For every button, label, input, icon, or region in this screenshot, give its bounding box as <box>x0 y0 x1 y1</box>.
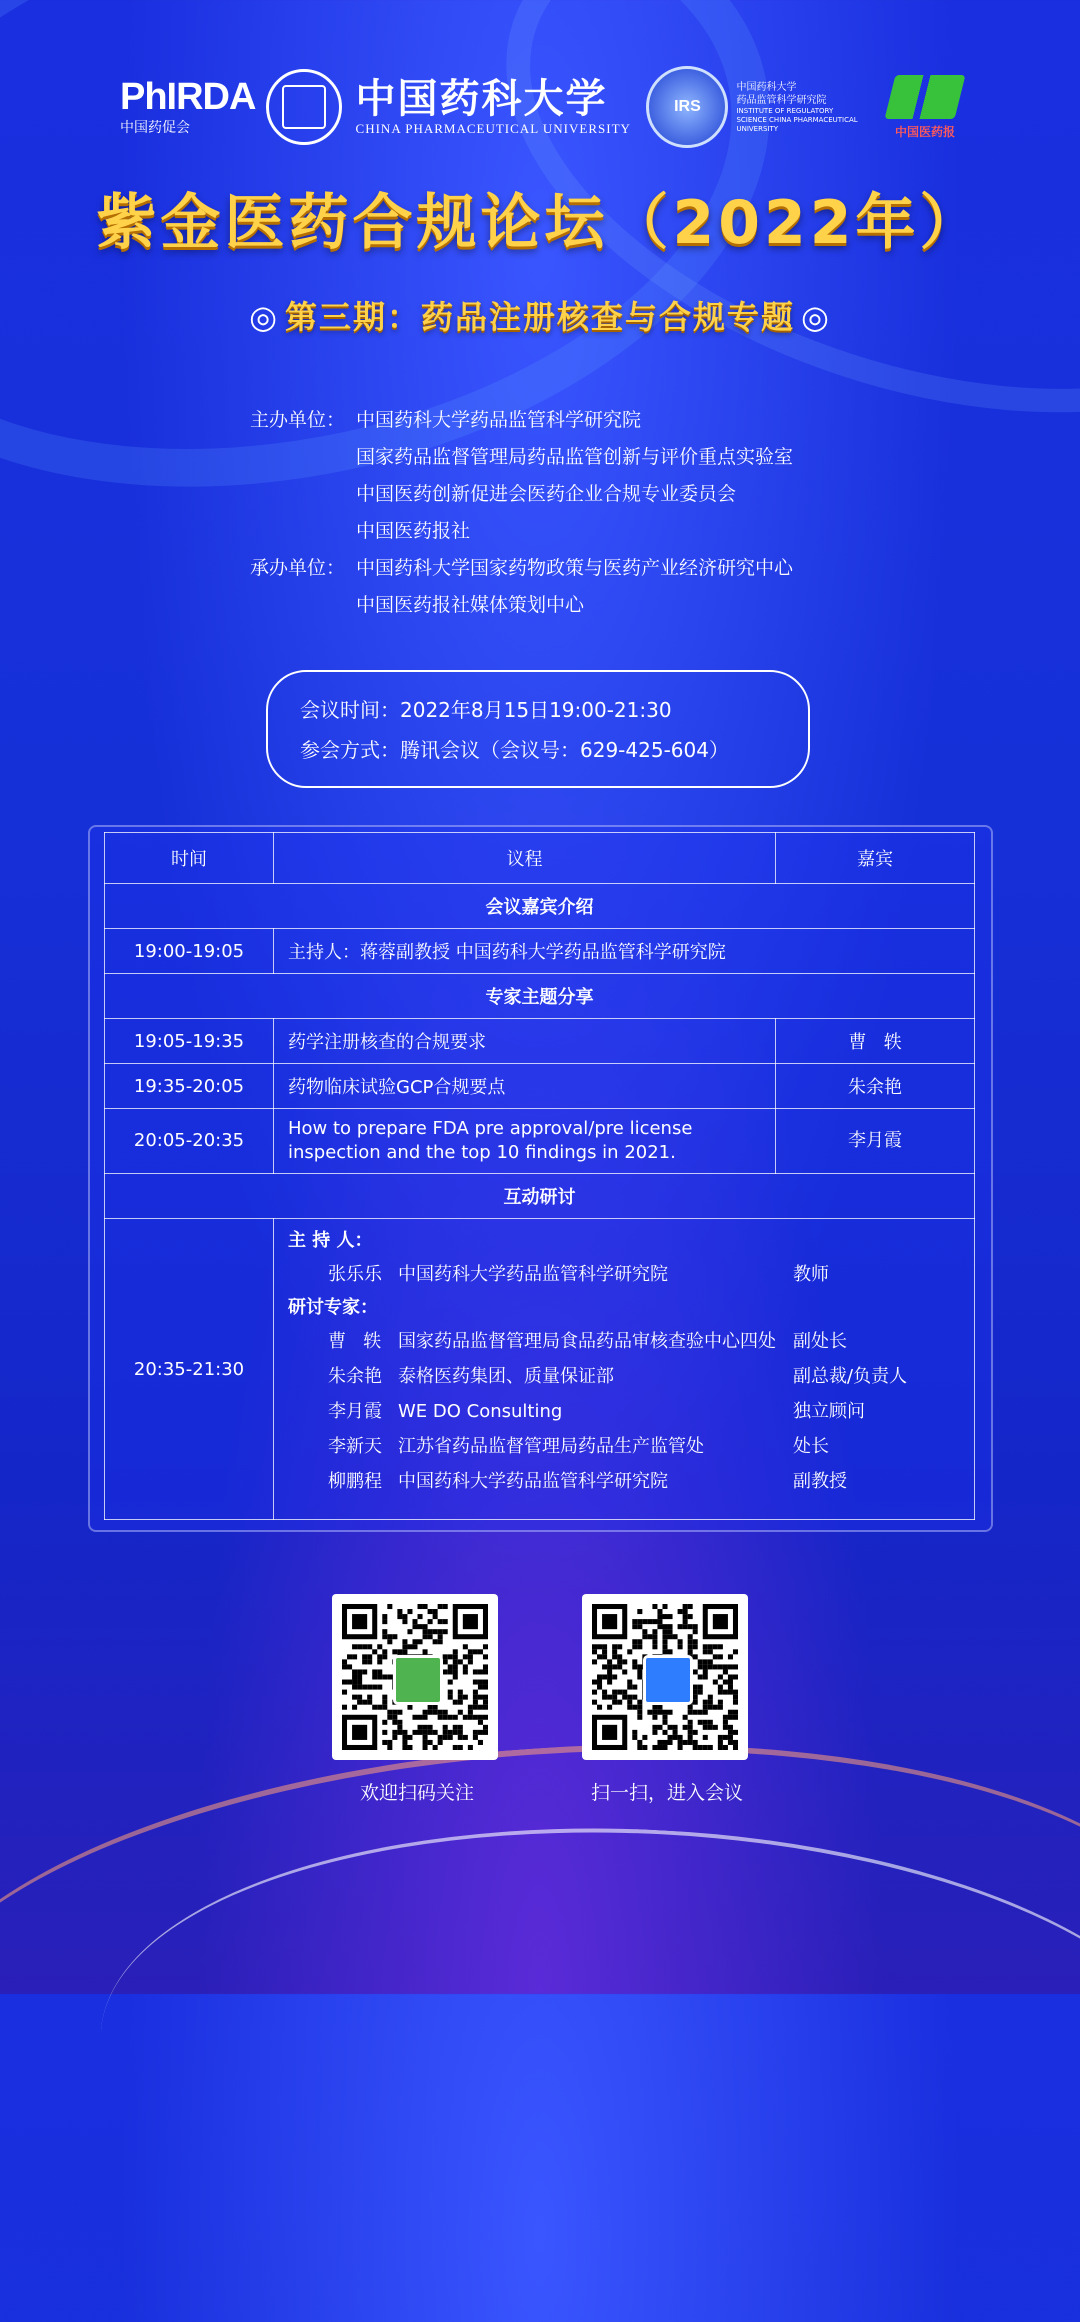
person-name: 曹 轶 <box>328 1331 382 1352</box>
person-name: 张乐乐 <box>328 1264 382 1285</box>
page-title: 紫金医药合规论坛（2022年） <box>96 188 984 258</box>
header-agenda: 议程 <box>274 833 776 884</box>
person-role: 副总裁/负责人 <box>793 1366 908 1387</box>
table-row <box>105 1219 975 1520</box>
host-org: 国家药品监督管理局药品监管创新与评价重点实验室 <box>356 446 794 468</box>
moderator-label: 主 持 人： <box>288 1230 373 1251</box>
qr-caption-follow: 欢迎扫码关注 <box>359 1782 474 1804</box>
newspaper-name: 中国医药报 <box>894 124 955 139</box>
qr-code-meeting[interactable] <box>582 1594 748 1760</box>
co-organizer-label: 承办单位： <box>250 557 346 579</box>
page-subtitle: 第三期：药品注册核查与合规专题 <box>284 298 795 336</box>
newspaper-logo <box>880 75 970 140</box>
row-guest: 李月霞 <box>776 1109 975 1174</box>
subtitle-row <box>0 292 1080 338</box>
cpu-name-cn: 中国药科大学 <box>355 75 608 122</box>
row-topic: 药学注册核查的合规要求 <box>274 1019 776 1064</box>
irs-text-line: INSTITUTE OF REGULATORY SCIENCE CHINA PHARMACEUTICAL UNIVERSITY <box>736 106 858 133</box>
section-title: 互动研讨 <box>105 1174 975 1219</box>
list-item <box>288 1394 960 1429</box>
newspaper-mark-icon <box>885 75 966 119</box>
table-row <box>105 929 975 974</box>
logo-bar <box>120 62 970 152</box>
person-name: 朱余艳 <box>328 1366 382 1387</box>
section-title: 会议嘉宾介绍 <box>105 884 975 929</box>
person-role: 副处长 <box>793 1331 847 1352</box>
qr-caption-meeting: 扫一扫，进入会议 <box>590 1782 743 1804</box>
phirda-logo <box>120 76 256 137</box>
irs-logo <box>646 66 864 148</box>
section-row <box>105 884 975 929</box>
table-row <box>105 1109 975 1174</box>
section-row <box>105 974 975 1019</box>
qr-meeting <box>582 1594 752 1805</box>
bullseye-icon: ◎ <box>801 298 831 336</box>
header-guest: 嘉宾 <box>776 833 975 884</box>
person-org: 江苏省药品监督管理局药品生产监管处 <box>398 1436 704 1457</box>
row-time: 20:35-21:30 <box>105 1219 274 1520</box>
person-org: WE DO Consulting <box>398 1401 563 1422</box>
table-row <box>105 1019 975 1064</box>
person-role: 教师 <box>793 1264 829 1285</box>
cpu-seal-icon <box>266 69 342 145</box>
co-organizer: 中国医药报社媒体策划中心 <box>356 594 585 616</box>
qr-follow <box>332 1594 502 1805</box>
tencent-meeting-icon <box>643 1655 693 1705</box>
table-header-row <box>105 833 975 884</box>
agenda-table <box>104 832 975 1520</box>
irs-text-line: 药品监管科学研究院 <box>736 94 827 106</box>
phirda-logo-text: PhIRDA <box>120 76 256 118</box>
row-time: 19:00-19:05 <box>105 929 274 974</box>
phirda-logo-subtext: 中国药促会 <box>120 120 190 136</box>
table-row <box>105 1064 975 1109</box>
row-time: 20:05-20:35 <box>105 1109 274 1174</box>
host-org: 中国药科大学药品监管科学研究院 <box>356 409 642 431</box>
person-role: 独立顾问 <box>793 1401 865 1422</box>
section-row <box>105 1174 975 1219</box>
row-topic: 主持人：蒋蓉副教授 中国药科大学药品监管科学研究院 <box>274 929 975 974</box>
newspaper-logo-icon <box>393 1655 443 1705</box>
discussion-cell <box>274 1219 975 1520</box>
person-name: 李月霞 <box>328 1401 382 1422</box>
row-guest: 朱余艳 <box>776 1064 975 1109</box>
row-guest: 曹 轶 <box>776 1019 975 1064</box>
meeting-method: 参会方式：腾讯会议（会议号：629-425-604） <box>300 738 729 762</box>
host-org: 中国医药报社 <box>356 520 471 542</box>
row-time: 19:35-20:05 <box>105 1064 274 1109</box>
bg-light-streak <box>0 1703 1080 2298</box>
person-name: 李新天 <box>328 1436 382 1457</box>
row-topic: How to prepare FDA pre approval/pre license inspection and the top 10 findings in 2021. <box>274 1109 776 1174</box>
person-name: 柳鹏程 <box>328 1471 382 1492</box>
cpu-name-en: CHINA PHARMACEUTICAL UNIVERSITY <box>355 121 631 136</box>
person-role: 处长 <box>793 1436 829 1457</box>
irs-badge-icon: IRS <box>646 66 728 148</box>
experts-label: 研讨专家： <box>288 1297 378 1318</box>
list-item <box>288 1464 960 1499</box>
irs-text-line: 中国药科大学 <box>736 81 797 93</box>
list-item <box>288 1429 960 1464</box>
row-topic: 药物临床试验GCP合规要点 <box>274 1064 776 1109</box>
list-item <box>288 1359 960 1394</box>
list-item <box>288 1324 960 1359</box>
section-title: 专家主题分享 <box>105 974 975 1019</box>
host-label: 主办单位： <box>250 409 346 431</box>
cpu-logo <box>266 69 631 145</box>
person-org: 中国药科大学药品监管科学研究院 <box>398 1471 668 1492</box>
person-org: 泰格医药集团、质量保证部 <box>398 1366 614 1387</box>
organizers <box>250 402 890 624</box>
bullseye-icon: ◎ <box>249 298 279 336</box>
meeting-time: 会议时间：2022年8月15日19:00-21:30 <box>300 698 672 722</box>
meeting-info-box <box>266 670 810 788</box>
person-role: 副教授 <box>793 1471 847 1492</box>
qr-code-follow[interactable] <box>332 1594 498 1760</box>
header-time: 时间 <box>105 833 274 884</box>
co-organizer: 中国药科大学国家药物政策与医药产业经济研究中心 <box>356 557 794 579</box>
person-org: 国家药品监督管理局食品药品审核查验中心四处 <box>398 1331 776 1352</box>
bg-light-streak <box>89 1802 1080 2322</box>
row-time: 19:05-19:35 <box>105 1019 274 1064</box>
list-item <box>288 1257 960 1292</box>
host-org: 中国医药创新促进会医药企业合规专业委员会 <box>356 483 737 505</box>
person-org: 中国药科大学药品监管科学研究院 <box>398 1264 668 1285</box>
